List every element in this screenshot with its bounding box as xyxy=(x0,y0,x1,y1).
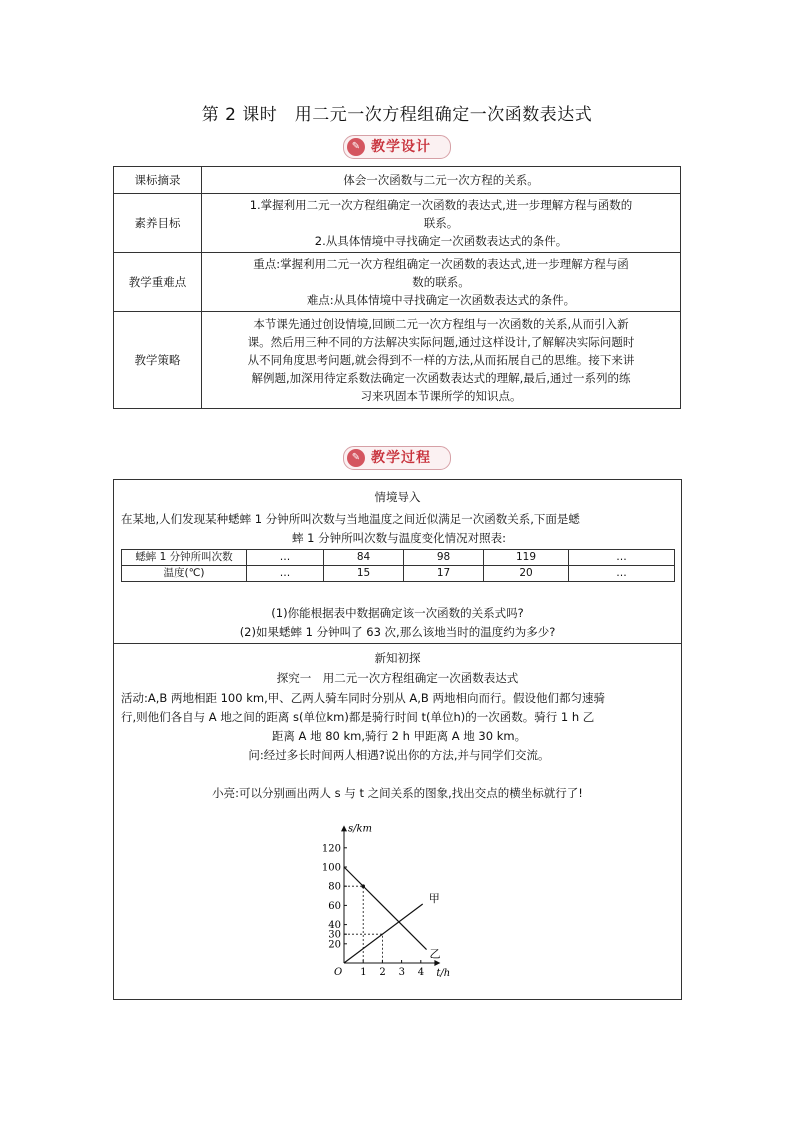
y-tick-label: 20 xyxy=(328,939,341,951)
intro-line: 蟀 1 分钟所叫次数与温度变化情况对照表: xyxy=(291,531,506,545)
row-label: 蟋蟀 1 分钟所叫次数 xyxy=(122,550,247,566)
y-axis-arrow xyxy=(341,825,347,831)
row-label: 教学策略 xyxy=(114,312,202,409)
y-tick-label: 100 xyxy=(321,862,341,874)
table-cell: … xyxy=(247,566,324,582)
row-label: 教学重难点 xyxy=(114,253,202,312)
table-cell: 17 xyxy=(404,566,484,582)
origin-label: O xyxy=(334,967,343,978)
activity-line: 活动:A,B 两地相距 100 km,甲、乙两人骑车同时分别从 A,B 两地相向而行。假设他们都匀速骑 xyxy=(121,691,605,705)
activity-line: 问:经过多长时间两人相遇?说出你的方法,并与同学们交流。 xyxy=(248,748,550,762)
row-content xyxy=(202,253,681,312)
page-title: 第 2 课时 用二元一次方程组确定一次函数表达式 xyxy=(201,105,593,125)
table-row xyxy=(114,194,681,253)
hand-book-icon: ✎ xyxy=(347,138,365,156)
question: (2)如果蟋蟀 1 分钟叫了 63 次,那么该地当时的温度约为多少? xyxy=(239,625,556,639)
table-cell: 84 xyxy=(324,550,404,566)
banner-label: 教学设计 xyxy=(371,139,431,155)
series-label: 甲 xyxy=(428,891,440,905)
content-line: 从不同角度思考问题,就会得到不一样的方法,从而拓展自己的思维。接下来讲 xyxy=(247,353,635,367)
y-axis-label: s/km xyxy=(348,823,373,835)
process-frame xyxy=(113,479,682,1000)
table-cell: 15 xyxy=(324,566,404,582)
table-row xyxy=(122,566,675,582)
activity-line: 距离 A 地 80 km,骑行 2 h 甲距离 A 地 30 km。 xyxy=(271,729,527,743)
x-axis-label: t/h xyxy=(436,968,451,979)
x-tick-label: 4 xyxy=(417,967,425,978)
row-label: 课标摘录 xyxy=(114,167,202,194)
intro-line: 在某地,人们发现某种蟋蟀 1 分钟所叫次数与当地温度之间近似满足一次函数关系,下面是蟋 xyxy=(121,512,580,526)
y-tick-label: 30 xyxy=(328,929,341,941)
row-content xyxy=(202,312,681,409)
table-row xyxy=(114,312,681,409)
explore-title: 探究一 用二元一次方程组确定一次函数表达式 xyxy=(276,671,519,685)
content-line: 数的联系。 xyxy=(412,275,470,289)
table-row xyxy=(114,167,681,194)
hand-book-icon: ✎ xyxy=(347,449,365,467)
activity-line: 行,则他们各自与 A 地之间的距离 s(单位km)都是骑行时间 t(单位h)的一次函数。骑行 1 h 乙 xyxy=(121,710,595,724)
y-tick-label: 80 xyxy=(328,881,341,893)
y-tick-label: 60 xyxy=(328,900,341,912)
row-label: 素养目标 xyxy=(114,194,202,253)
new-knowledge-heading: 新知初探 xyxy=(374,651,421,665)
table-cell: 98 xyxy=(404,550,484,566)
series-line-yi xyxy=(344,867,427,950)
y-tick-label: 40 xyxy=(328,920,341,932)
content-line: 联系。 xyxy=(423,216,459,230)
table-cell: … xyxy=(247,550,324,566)
content-line: 体会一次函数与二元一次方程的关系。 xyxy=(343,173,539,187)
y-tick-label: 120 xyxy=(321,843,341,855)
section-divider xyxy=(114,643,681,644)
content-line: 本节课先通过创设情境,回顾二元一次方程组与一次函数的关系,从而引入新 xyxy=(253,317,629,331)
distance-time-chart xyxy=(314,810,484,990)
table-row xyxy=(114,253,681,312)
design-table xyxy=(113,166,681,409)
row-content xyxy=(202,167,681,194)
xiaoliang-remark: 小亮:可以分别画出两人 s 与 t 之间关系的图象,找出交点的横坐标就行了! xyxy=(212,786,583,800)
content-line: 习来巩固本节课所学的知识点。 xyxy=(360,389,522,403)
situation-heading: 情境导入 xyxy=(374,490,421,504)
row-label: 温度(℃) xyxy=(122,566,247,582)
x-tick-label: 3 xyxy=(398,967,405,978)
content-line: 难点:从具体情境中寻找确定一次函数表达式的条件。 xyxy=(306,293,576,307)
section-banner-design xyxy=(343,135,451,159)
x-axis-arrow xyxy=(434,960,440,966)
table-row xyxy=(122,550,675,566)
content-line: 2.从具体情境中寻找确定一次函数表达式的条件。 xyxy=(314,234,568,248)
question: (1)你能根据表中数据确定该一次函数的关系式吗? xyxy=(271,606,524,620)
table-cell: … xyxy=(569,550,675,566)
table-cell: 119 xyxy=(484,550,569,566)
cricket-table xyxy=(121,549,675,582)
banner-label: 教学过程 xyxy=(371,450,431,466)
x-tick-label: 2 xyxy=(379,967,386,978)
table-cell: … xyxy=(569,566,675,582)
question-list xyxy=(114,604,681,642)
section-banner-process xyxy=(343,446,451,470)
table-cell: 20 xyxy=(484,566,569,582)
content-line: 1.掌握利用二元一次方程组确定一次函数的表达式,进一步理解方程与函数的 xyxy=(249,198,633,212)
series-label: 乙 xyxy=(429,947,441,961)
content-line: 重点:掌握利用二元一次方程组确定一次函数的表达式,进一步理解方程与函 xyxy=(253,257,629,271)
row-content xyxy=(202,194,681,253)
x-tick-label: 1 xyxy=(360,967,367,978)
content-line: 课。然后用三种不同的方法解决实际问题,通过这样设计,了解解决实际问题时 xyxy=(247,335,635,349)
activity-text xyxy=(121,689,677,765)
content-line: 解例题,加深用待定系数法确定一次函数表达式的理解,最后,通过一系列的练 xyxy=(251,371,631,385)
situation-intro xyxy=(121,510,677,548)
